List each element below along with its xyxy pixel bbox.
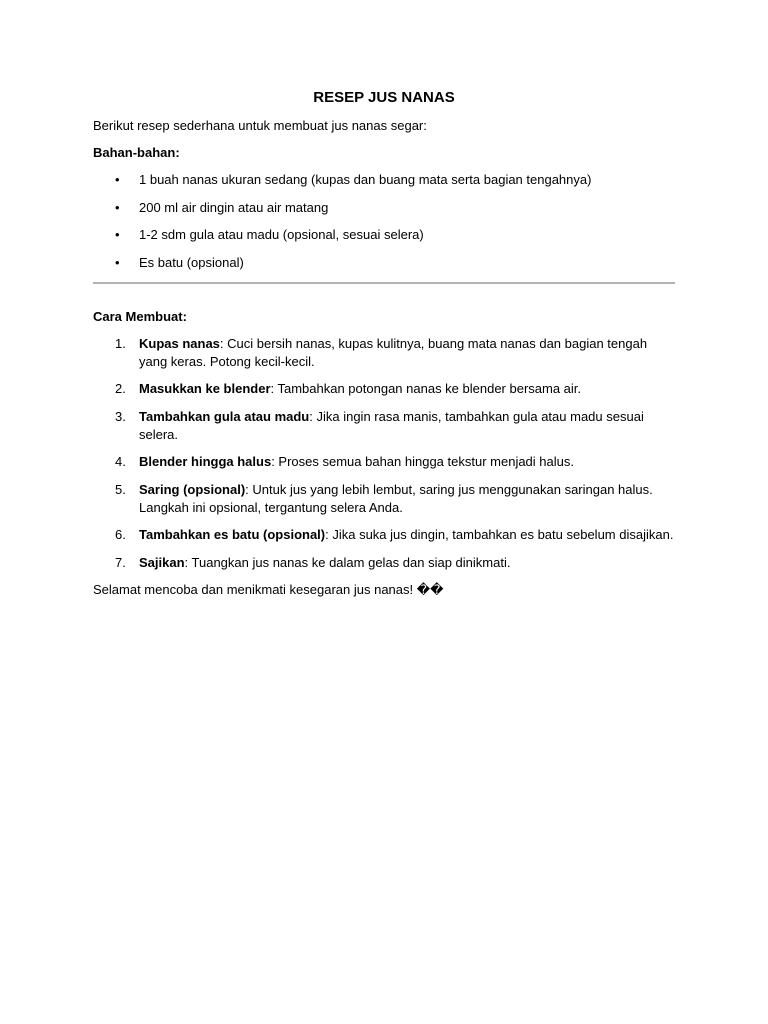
ingredient-item xyxy=(93,171,675,189)
step-item xyxy=(93,335,675,371)
closing-paragraph xyxy=(93,581,675,600)
step-text: : Jika suka jus dingin, tambahkan es batu sebelum disajikan. xyxy=(325,527,674,542)
step-text: : Untuk jus yang lebih lembut, saring jus menggunakan saringan halus. Langkah ini opsional, tergantung selera Anda. xyxy=(139,481,653,515)
closing-text: Selamat mencoba dan menikmati kesegaran jus nanas! xyxy=(93,582,414,597)
bullet-icon: • xyxy=(115,172,120,187)
step-number: 3. xyxy=(115,408,126,424)
step-item xyxy=(93,526,675,544)
emoji-placeholder-icon: �� xyxy=(416,583,444,598)
step-item xyxy=(93,554,675,572)
ingredient-item xyxy=(93,254,675,272)
document-content xyxy=(93,88,675,609)
step-title: Tambahkan gula atau madu xyxy=(139,408,310,424)
step-title: Tambahkan es batu (opsional) xyxy=(139,527,326,542)
step-number: 4. xyxy=(115,454,126,469)
step-title: Sajikan xyxy=(139,554,185,570)
horizontal-divider xyxy=(93,282,675,284)
ingredients-heading: Bahan-bahan: xyxy=(93,145,180,160)
step-item xyxy=(93,380,675,398)
ingredients-list xyxy=(93,171,675,272)
step-text: : Tuangkan jus nanas ke dalam gelas dan siap dinikmati. xyxy=(184,554,511,570)
step-title: Masukkan ke blender xyxy=(139,381,271,396)
steps-heading: Cara Membuat: xyxy=(93,308,187,324)
step-number: 6. xyxy=(115,527,126,542)
intro-paragraph: Berikut resep sederhana untuk membuat jus nanas segar: xyxy=(93,118,427,133)
step-text: : Tambahkan potongan nanas ke blender bersama air. xyxy=(270,381,582,396)
step-number: 7. xyxy=(115,554,126,570)
step-number: 5. xyxy=(115,481,126,497)
step-title: Blender hingga halus xyxy=(139,454,272,469)
ingredient-item xyxy=(93,226,675,244)
step-text: : Jika ingin rasa manis, tambahkan gula atau madu sesuai selera. xyxy=(139,408,644,442)
bullet-icon: • xyxy=(115,227,120,242)
step-item xyxy=(93,453,675,471)
ingredient-text: 1-2 sdm gula atau madu (opsional, sesuai selera) xyxy=(139,227,424,242)
bullet-icon: • xyxy=(115,254,120,270)
ingredient-text: 1 buah nanas ukuran sedang (kupas dan buang mata serta bagian tengahnya) xyxy=(139,172,592,187)
step-item xyxy=(93,481,675,517)
step-text: : Proses semua bahan hingga tekstur menjadi halus. xyxy=(271,454,574,469)
ingredient-text: 200 ml air dingin atau air matang xyxy=(139,199,329,215)
ingredient-item xyxy=(93,199,675,217)
step-number: 2. xyxy=(115,381,126,396)
bullet-icon: • xyxy=(115,199,120,215)
step-title: Kupas nanas xyxy=(139,335,220,351)
steps-list xyxy=(93,335,675,572)
step-item xyxy=(93,408,675,444)
step-title: Saring (opsional) xyxy=(139,481,246,497)
step-text: : Cuci bersih nanas, kupas kulitnya, buang mata nanas dan bagian tengah yang keras. Potong kecil-kecil. xyxy=(139,335,648,369)
document-title: RESEP JUS NANAS xyxy=(313,89,455,106)
ingredient-text: Es batu (opsional) xyxy=(139,254,244,270)
step-number: 1. xyxy=(115,335,126,351)
